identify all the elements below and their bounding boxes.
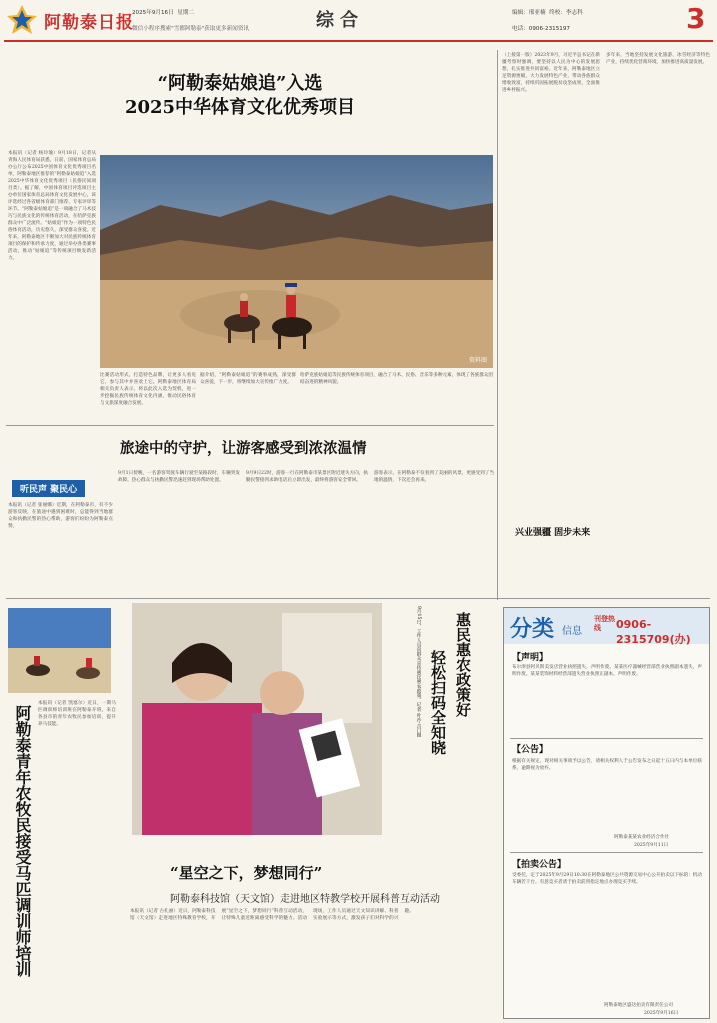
masthead-rule [4, 40, 713, 42]
story1-body-col2: 比赛活动形式，打造特色品牌，让更多人看见它、参与其中并喜欢上它。阿勒泰地区体育局相关负责人表示，将以此次入选为契机，进一步挖掘民族传统体育文化内涵，推动民俗体育与文旅深度融合发展。 [100, 373, 196, 406]
ads-title: 分类 [510, 617, 555, 642]
notice-declaration-body: 布尔津县阿贝斯美发店营业执照遗失，声明作废。某某医疗器械经营部营业执照副本遗失，声明作废。某某装饰材料经营部遗失营业执照正副本，声明作废。 [512, 665, 702, 677]
issue-date: 2025年9月16日 星期二 [132, 10, 195, 16]
right-box-title: 兴业强疆 固步未来 [515, 528, 591, 538]
story2-body-col1: 本报讯（记者 张丽娜）近期，在阿勒泰市，有不少游客反映，在旅途中遇到困难时，总能得到当地群众和执勤民警的热心帮助，游客们纷纷为阿勒泰点赞。 [8, 503, 113, 529]
column-divider [497, 50, 498, 600]
ads-divider-2 [510, 852, 703, 853]
story2-body-col2: 9月1日傍晚，一名游客驾驶车辆行驶至某路段时，车辆突发故障，热心群众与执勤民警迅速赶到现场帮助处置。 [118, 471, 240, 483]
photo-credit: 资料图 [468, 357, 487, 364]
right-body-col1: （上接第一版）2023年9月，习近平总书记在新疆考察时强调，要坚持以人民为中心的发展思想，扎实推进共同富裕。近年来，阿勒泰地区立足资源禀赋，大力发展特色产业，带动各族群众增收致富，持续巩固拓展脱贫攻坚成果，全面推进乡村振兴。 [502, 53, 600, 93]
story6-body: 本报讯（记者 古扎丽）近日，阿勒泰科技馆（天文馆）走进地区特殊教育学校，开展“星空之下，梦想同行”科普互动活动，让特殊儿童近距离感受科学的魅力。活动现场，工作人员通过天文知识讲解、科普实验展示等方式，激发孩子们对科学的兴趣。 [130, 909, 414, 921]
story5-caption: 9月15日，工作人员向群众宣传惠民惠农政策。记者 叶沙·吉门摄 [416, 606, 421, 738]
newspaper-logo-icon [6, 4, 38, 36]
story5-vertical-title-2: 轻松扫码全知晓 [429, 650, 447, 755]
column-badge: 听民声 聚民心 [12, 480, 85, 497]
story2-body-col4: 游客表示，在阿勒泰不仅看到了美丽的风景，更感受到了当地的温情，下次还会再来。 [374, 471, 494, 483]
story1-body-col1: 本报讯（记者 杨玲瑜）9月18日，记者从青海人民体育局获悉，日前，国家体育总局办公厅公布2025中国体育文化优秀项目名单，阿勒泰地区推荐的“阿勒泰姑娘追”入选2025中华体育文化优秀项目（民俗民间项目类）。据了解，中国体育项目评选项目主办单位国家体育总局体育文化发展中心，该评选经过各省级体育部门推荐、专家评审等环节。“阿勒泰姑娘追”是一项融合了马术技巧与民族文化的传统体育活动，在哈萨克族群众中广泛流传。“姑娘追”作为一项特色民俗体育活动，历史悠久，深受群众喜爱。近年来，阿勒泰地区不断加大对民族传统体育项目的保护和传承力度，通过举办各类赛事活动，推动“姑娘追”等传统项目焕发新活力。 [8, 151, 96, 261]
notice-auction-sign: 阿勒泰地区盛达拍卖有限责任公司 [604, 1003, 673, 1008]
story1-body-col3: 据介绍，“阿勒泰姑娘追”的赛事成熟，深受群众喜爱，下一步，将继续加大宣传推广力度。 [200, 373, 296, 385]
story1-body-col4: 哈萨克族姑娘追等民族传统体育项目，融合了马术、民俗、音乐等多种元素，体现了各族群众团结奋进的精神风貌。 [300, 373, 493, 385]
story4-vertical-title: 阿勒泰青年农牧民接受马匹调训师培训 [13, 705, 32, 977]
notice-auction-title: 【拍卖公告】 [512, 860, 567, 870]
story6-headline: “星空之下，梦想同行” [170, 864, 323, 882]
ads-divider-1 [510, 738, 703, 739]
editor-phone: 电话：0906-2315197 [512, 26, 570, 32]
story5-vertical-title: 惠民惠农政策好 [454, 612, 472, 717]
notice-declaration-title: 【声明】 [512, 653, 549, 663]
editor-credits: 编辑：邢亚楠 终校：李志科 [512, 10, 583, 16]
page-number: 3 [686, 2, 706, 35]
ads-title-sub: 信息 [562, 626, 582, 637]
mini-program-promo: 微信小程序搜索"雪都阿勒泰"获取更多新闻资讯 [132, 26, 250, 32]
newspaper-name: 阿勒泰日报 [44, 13, 134, 33]
story1-photo [100, 155, 493, 368]
story5-photo [132, 603, 382, 835]
divider-1 [6, 425, 494, 426]
right-body-col2: 多年来，当地坚持发展文化旅游、冰雪经济等特色产业，持续优化营商环境，加快推进高质量发展。 [606, 53, 710, 65]
story4-body: 本报讯（记者 凯塞尔）近日，一期马匹调训师培训班在阿勒泰开班，来自各县市的青年农牧民参加培训，提升养马技能。 [38, 701, 116, 727]
ads-hotline-label: 刊登热线 [594, 614, 615, 632]
notice-auction-date: 2025年9月16日 [644, 1011, 679, 1016]
section-title: 综合 [316, 10, 364, 31]
story4-photo [8, 608, 111, 693]
divider-2 [6, 598, 710, 599]
story2-headline: 旅途中的守护，让游客感受到浓浓温情 [120, 440, 367, 457]
notice-auction-body: 受委托，定于2025年9月29日10:30在阿勒泰地区公共资源交易中心公开拍卖以下标的：机动车辆若干台。有意竞买者请于拍卖前到指定地点办理竞买手续。 [512, 873, 702, 885]
story6-subhead: 阿勒泰科技馆（天文馆）走进地区特教学校开展科普互动活动 [170, 894, 440, 905]
ads-phone: 0906-2315709(办) [616, 618, 691, 646]
notice-announcement-sign: 阿勒泰某某农业经济合作社 [614, 835, 670, 840]
classified-ads [503, 607, 710, 1019]
story2-body-col3: 9月9日22时，游客一行在阿勒泰市某景区附近迷失方向，执勤民警接到求助电话后立即出发，最终将游客安全带回。 [246, 471, 368, 483]
notice-announcement-date: 2025年9月11日 [634, 843, 669, 848]
story1-headline: “阿勒泰姑娘追”入选 2025中华体育文化优秀项目 [124, 73, 356, 118]
notice-announcement-title: 【公告】 [512, 745, 549, 755]
notice-announcement-body: 根据有关规定，现对相关事项予以公告，请相关权利人于公告发布之日起十五日内与本单位联系，逾期视为放弃。 [512, 759, 702, 771]
